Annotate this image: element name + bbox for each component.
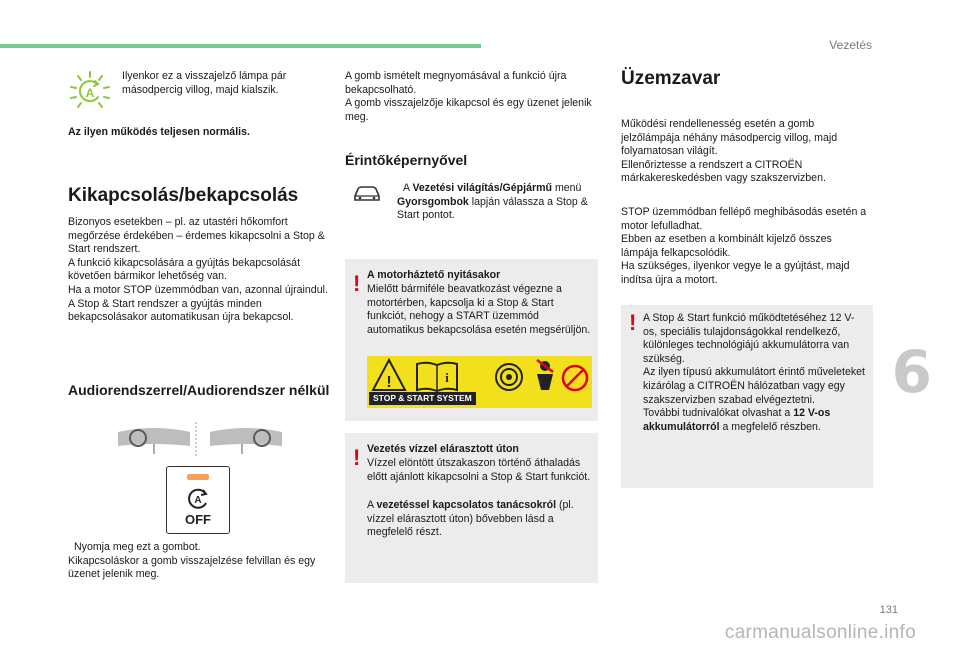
flood-warning-box	[345, 433, 598, 583]
warning-icon: !	[353, 271, 361, 296]
malfunction-title: Üzemzavar	[621, 68, 721, 89]
chapter-number: 6	[891, 338, 932, 406]
stop-start-sticker	[367, 356, 592, 408]
sticker-symbols-icon	[371, 358, 589, 394]
flood-warning-title: Vezetés vízzel elárasztott úton	[367, 443, 519, 455]
section-title: Vezetés	[829, 38, 872, 52]
svg-text:A: A	[194, 495, 202, 506]
disable-title: Kikapcsolás/bekapcsolás	[68, 185, 299, 206]
section-bar	[0, 44, 481, 48]
repeat-text: A gomb ismételt megnyomásával a funkció újra bekapcsolható. A gomb visszajelzője kikapcsol és egy üzenet jelenik meg.	[345, 70, 592, 123]
press-instruction: Nyomja meg ezt a gombot. Kikapcsoláskor a gomb visszajelzése felvillan és egy üzenet jelenik meg.	[68, 541, 316, 581]
stop-start-indicator-icon	[68, 70, 112, 110]
flood-warning-text: Vízzel elöntött útszakaszon történő áthaladás előtt ajánlott kikapcsolni a Stop & Start funkciót.	[367, 457, 591, 483]
touch-title: Érintőképernyővel	[345, 152, 468, 168]
hood-warning-text: Mielőtt bármiféle beavatkozást végezne a motortérben, kapcsolja ki a Stop & Start funkciót, nehogy a START üzemmód automatikus bekapcsolása esetén megsérüljön.	[367, 283, 591, 336]
watermark: carmanualsonline.info	[724, 622, 916, 643]
flood-warning-advice: A vezetéssel kapcsolatos tanácsokról (pl. vízzel elárasztott úton) bővebben lásd a megfelelő részt.	[367, 499, 574, 539]
button-indicator-light	[187, 474, 209, 480]
dashboard-variants-illustration	[114, 418, 304, 458]
svg-text:i: i	[445, 370, 449, 385]
car-icon	[352, 182, 382, 204]
battery-warning-text: A Stop & Start funkció működtetéséhez 12 V-os, speciális tulajdonságokkal rendelkező, különleges technológiájú akkumulátorra van szükség. Az ilyen típusú akkumulátort érintő műveleteket kizárólag a CITROËN hálózatban vagy egy szakszervizben szabad elvégeztetni. További tudnivalókat olvashat a 12 V-os akkumulátorról a megfelelő részben.	[643, 312, 865, 433]
stop-mode-failure-text: STOP üzemmódban fellépő meghibásodás esetén a motor lefulladhat. Ebben az esetben a kombinált kijelző összes lámpája felkapcsolódik. Ha szükséges, ilyenkor vegye le a gyújtást, majd indítsa újra a motort.	[621, 206, 867, 286]
hood-warning-title: A motorháztető nyitásakor	[367, 269, 501, 281]
normal-text: Az ilyen működés teljesen normális.	[68, 126, 250, 138]
disable-text: Bizonyos esetekben – pl. az utastéri hőkomfort megőrzése érdekében – érdemes kikapcsolni a Stop & Start rendszert. A funkció kikapcsolására a gyújtás bekapcsolását követően bármikor lehetőség van. Ha a motor STOP üzemmódban van, azonnal újraindul. A Stop & Start rendszer a gyújtás minden bekapcsolásakor automatikusan újra bekapcsol.	[68, 216, 328, 324]
svg-text:!: !	[386, 374, 392, 391]
audio-title: Audiorendszerrel/Audiorendszer nélkül	[68, 382, 330, 398]
hood-warning-box	[345, 259, 598, 421]
page-number: 131	[879, 604, 898, 616]
sticker-label: STOP & START SYSTEM	[369, 392, 476, 405]
warning-icon: !	[353, 445, 361, 470]
auto-stop-start-icon	[186, 487, 210, 511]
touch-instruction: A Vezetési világítás/Gépjármű menü Gyorsgombok lapján válassza a Stop & Start pontot.	[397, 182, 588, 222]
battery-warning-box	[621, 305, 873, 488]
indicator-text: Ilyenkor ez a visszajelző lámpa pár másodpercig villog, majd kialszik.	[122, 70, 287, 96]
button-off-label: OFF	[185, 512, 211, 527]
svg-text:A: A	[85, 86, 95, 100]
stop-start-button[interactable]	[166, 466, 230, 534]
malfunction-text: Működési rendellenesség esetén a gomb jelzőlámpája néhány másodpercig villog, majd folyamatosan világít. Ellenőriztesse a rendszert a CITROËN márkakereskedésben vagy szakszervizben.	[621, 118, 838, 185]
warning-icon: !	[629, 310, 637, 335]
